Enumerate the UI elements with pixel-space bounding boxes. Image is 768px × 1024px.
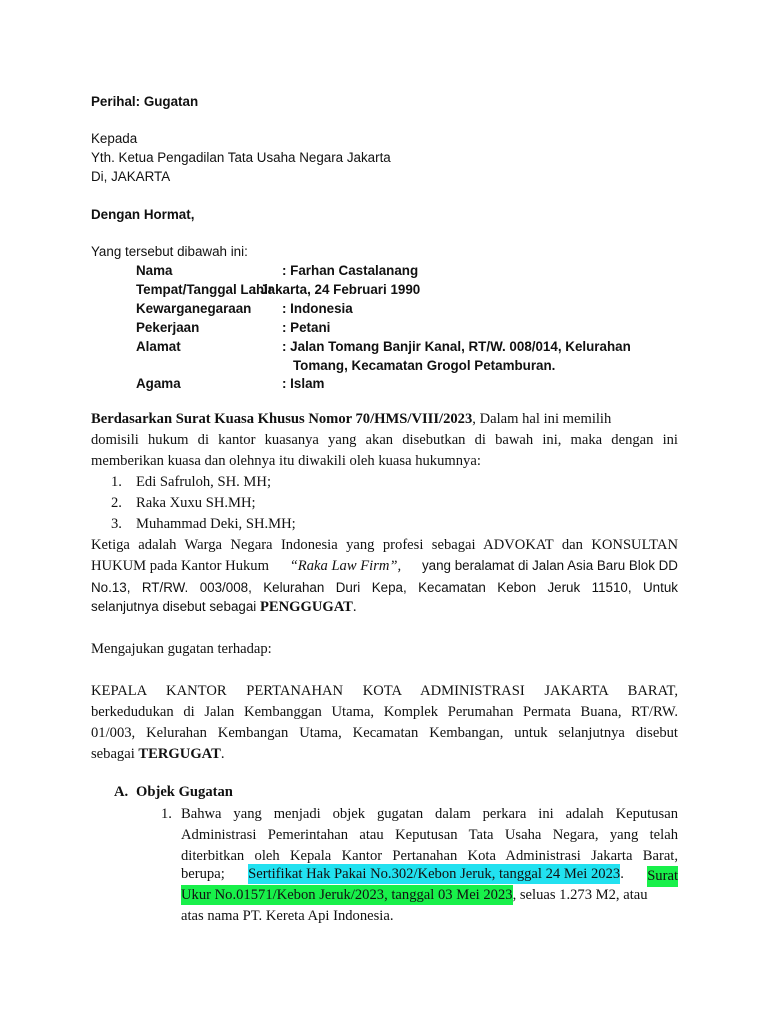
identity-value: : Jalan Tomang Banjir Kanal, RT/W. 008/014, Kelurahan — [282, 339, 631, 354]
list-item-number: 1. — [161, 806, 172, 822]
identity-label: Pekerjaan — [136, 320, 200, 335]
kuasa-line-3: memberikan kuasa dan olehnya itu diwakili oleh kuasa hukumnya: — [91, 453, 481, 469]
location-line: Di, JAKARTA — [91, 169, 171, 184]
identity-value: : Farhan Castalanang — [282, 263, 419, 278]
ketiga-line-3: No.13, RT/RW. 003/008, Kelurahan Duri Kepa, Kecamatan Kebon Jeruk 11510, Untuk — [91, 580, 678, 595]
perihal-line: Perihal: Gugatan — [91, 94, 199, 109]
highlight-sertifikat: Sertifikat Hak Pakai No.302/Kebon Jeruk, tanggal 24 Mei 2023 — [248, 866, 621, 882]
identity-label: Alamat — [136, 339, 181, 354]
kuasa-line-1: Berdasarkan Surat Kuasa Khusus Nomor 70/HMS/VIII/2023, Dalam hal ini memilih — [91, 411, 612, 427]
defendant-line-3: 01/003, Kelurahan Kembangan Utama, Kecamatan Kembangan, untuk selanjutnya disebut — [91, 725, 678, 741]
objek-line-6: atas nama PT. Kereta Api Indonesia. — [181, 908, 394, 924]
highlight-surat-ukur: Ukur No.01571/Kebon Jeruk/2023, tanggal 03 Mei 2023 — [181, 887, 513, 903]
surat-kuasa-reference: Berdasarkan Surat Kuasa Khusus Nomor 70/HMS/VIII/2023 — [91, 411, 473, 427]
defendant-line-4: sebagai TERGUGAT. — [91, 746, 225, 762]
objek-line-1: Bahwa yang menjadi objek gugatan dalam perkara ini adalah Keputusan — [181, 806, 678, 822]
defendant-line-2: berkedudukan di Jalan Kembanggan Utama, Komplek Perumahan Permata Buana, RT/RW. — [91, 704, 678, 720]
identity-value: : Indonesia — [282, 301, 353, 316]
ketiga-line-2: HUKUM pada Kantor Hukum “Raka Law Firm”, yang beralamat di Jalan Asia Baru Blok DD — [91, 558, 678, 574]
identity-label: Nama — [136, 263, 173, 278]
tergugat-term: TERGUGAT — [138, 746, 221, 762]
identity-label: Agama — [136, 376, 181, 391]
objek-line-4: berupa; Sertifikat Hak Pakai No.302/Kebon Jeruk, tanggal 24 Mei 2023. Surat — [181, 866, 678, 887]
addressee-line: Yth. Ketua Pengadilan Tata Usaha Negara Jakarta — [91, 150, 391, 165]
identity-value: : Jakarta, 24 Februari 1990 — [252, 282, 421, 297]
penggugat-term: PENGGUGAT — [259, 599, 353, 615]
kepada-line: Kepada — [91, 131, 138, 146]
lawyer-name: Edi Safruloh, SH. MH; — [136, 474, 271, 490]
ketiga-line-1: Ketiga adalah Warga Negara Indonesia yang profesi sebagai ADVOKAT dan KONSULTAN — [91, 537, 678, 553]
list-item-number: 3. — [111, 516, 122, 532]
ketiga-line-4: selanjutnya disebut sebagai PENGGUGAT. — [91, 599, 357, 615]
intro-line: Yang tersebut dibawah ini: — [91, 244, 248, 259]
terhadap-lead: Mengajukan gugatan terhadap: — [91, 641, 272, 657]
lawyer-name: Raka Xuxu SH.MH; — [136, 495, 256, 511]
identity-value: : Petani — [282, 320, 331, 335]
salutation: Dengan Hormat, — [91, 207, 195, 222]
objek-line-3: diterbitkan oleh Kepala Kantor Pertanahan Kota Administrasi Jakarta Barat, — [181, 848, 678, 864]
lawyer-name: Muhammad Deki, SH.MH; — [136, 516, 296, 532]
objek-line-2: Administrasi Pemerintahan atau Keputusan Tata Usaha Negara, yang telah — [181, 827, 678, 843]
section-title: Objek Gugatan — [136, 784, 233, 800]
defendant-line-1: KEPALA KANTOR PERTANAHAN KOTA ADMINISTRASI JAKARTA BARAT, — [91, 683, 678, 699]
identity-value: : Islam — [282, 376, 325, 391]
highlight-surat-ukur-start: Surat — [647, 866, 678, 887]
identity-label: Kewarganegaraan — [136, 301, 252, 316]
identity-value-continued: Tomang, Kecamatan Grogol Petamburan. — [293, 358, 556, 373]
identity-label: Tempat/Tanggal Lahir — [136, 282, 274, 297]
list-item-number: 2. — [111, 495, 122, 511]
list-item-number: 1. — [111, 474, 122, 490]
section-letter: A. — [114, 784, 129, 800]
kuasa-line-2: domisili hukum di kantor kuasanya yang akan disebutkan di bawah ini, maka dengan ini — [91, 432, 678, 448]
objek-line-5: Ukur No.01571/Kebon Jeruk/2023, tanggal 03 Mei 2023, seluas 1.273 M2, atau — [181, 887, 648, 903]
law-firm-name: “Raka Law Firm”, — [289, 558, 402, 574]
